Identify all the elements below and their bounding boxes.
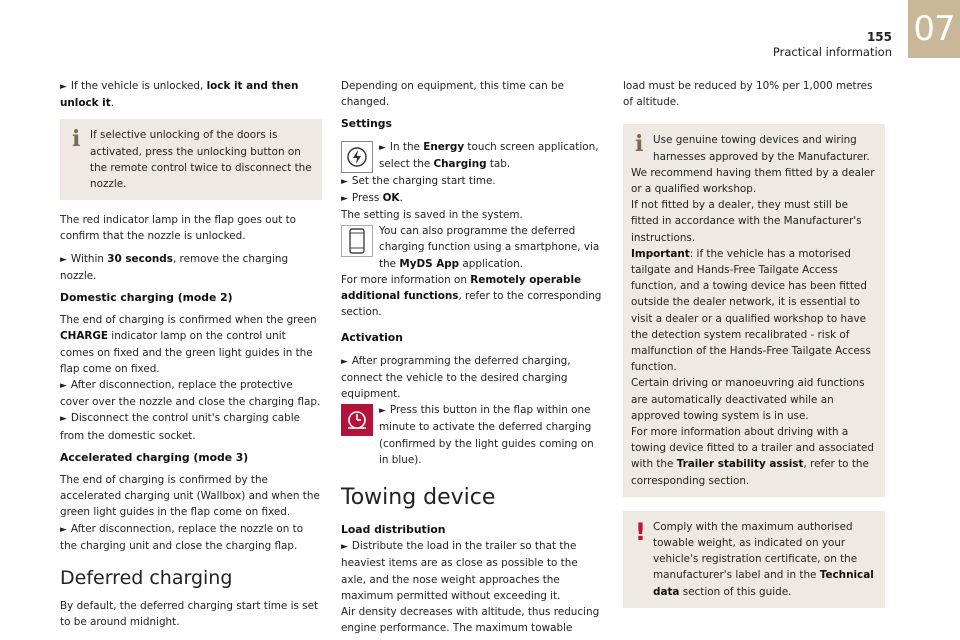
info-text: Important: if the vehicle has a motorised tailgate and Hands-Free Tailgate Access function, and a towing device has been fitted outside the dealer network, it is essential to visit a dealer or a qualified workshop to have the detection system recalibrated - risk of malfunction of the Hands-Free Tailgate Access function. [631, 247, 871, 374]
chapter-tab: 07 [908, 0, 960, 58]
energy-app-icon [341, 141, 373, 173]
paragraph: The end of charging is confirmed by the accelerated charging unit (Wallbox) and when the green light guides in the flap come on fixed. [60, 474, 320, 519]
heading-accelerated-charging: Accelerated charging (mode 3) [60, 450, 249, 464]
info-icon: i [72, 126, 81, 153]
heading-deferred-charging: Deferred charging [60, 567, 233, 590]
bullet-arrow-icon: ► [379, 406, 386, 417]
paragraph: The end of charging is confirmed when the green CHARGE indicator lamp on the control unit comes on fixed and the green light guides in the flap come on fixed. [60, 314, 317, 375]
paragraph: ► If the vehicle is unlocked, lock it and then unlock it. [60, 80, 299, 110]
bullet-arrow-icon: ► [341, 176, 348, 187]
paragraph: The red indicator lamp in the flap goes out to confirm that the nozzle is unlocked. [60, 214, 297, 243]
paragraph: Air density decreases with altitude, thus reducing engine performance. The maximum towable [341, 606, 600, 635]
heading-load-distribution: Load distribution [341, 523, 446, 537]
settings-step: ► In the Energy touch screen application, select the Charging tab. [341, 139, 603, 173]
info-box [60, 119, 322, 200]
info-text: We recommend having them fitted by a dealer or a qualified workshop. [631, 166, 875, 196]
column-3 [623, 78, 885, 620]
bullet-arrow-icon: ► [60, 414, 67, 425]
heading-domestic-charging: Domestic charging (mode 2) [60, 291, 233, 305]
deferred-charging-button-icon [341, 404, 373, 436]
paragraph: For more information on Remotely operable additional functions, refer to the corresponding section. [341, 273, 602, 319]
paragraph: By default, the deferred charging start time is set to be around midnight. [60, 600, 319, 629]
bullet-arrow-icon: ► [60, 381, 67, 392]
section-title: Practical information [772, 45, 892, 59]
heading-activation: Activation [341, 331, 403, 345]
page-header [773, 30, 892, 60]
smartphone-icon [341, 225, 373, 257]
info-text: If selective unlocking of the doors is activated, press the unlocking button on the remote control twice to disconnect the nozzle. [90, 129, 312, 191]
info-text: For more information about driving with a towing device fitted to a trailer and associated with the Trailer stability assist, refer to the corresponding section. [631, 426, 875, 487]
info-text: If not fitted by a dealer, they must still be fitted in accordance with the Manufacturer's instructions. [631, 199, 862, 244]
paragraph: ► Set the charging start time. [341, 174, 496, 187]
bullet-arrow-icon: ► [341, 193, 348, 204]
paragraph: ► Distribute the load in the trailer so that the heaviest items are as close as possible to the axle, and the nose weight approaches the maximum permitted without exceeding it. [341, 540, 578, 602]
bullet-arrow-icon: ► [341, 542, 348, 553]
paragraph: ► Within 30 seconds, remove the charging nozzle. [60, 252, 289, 282]
bullet-arrow-icon: ► [379, 142, 386, 153]
paragraph: load must be reduced by 10% per 1,000 metres of altitude. [623, 80, 873, 109]
column-1 [60, 78, 322, 636]
column-2 [341, 78, 603, 636]
info-icon: i [635, 131, 644, 158]
paragraph: ► Press OK. [341, 191, 403, 204]
bullet-arrow-icon: ► [341, 356, 348, 367]
smartphone-step: You can also programme the deferred charging function using a smartphone, via the MyDS App application. [341, 223, 603, 272]
warning-box [623, 511, 885, 608]
paragraph: ► After disconnection, replace the protective cover over the nozzle and close the charging flap. ► Disconnect the control unit's charging cable from the domestic socket. [60, 379, 321, 442]
activation-step: ► Press this button in the flap within one minute to activate the deferred charging (confirmed by the light guides coming on in blue). [341, 402, 603, 468]
info-text: Certain driving or manoeuvring aid functions are automatically deactivated while an approved towing system is in use. [631, 377, 865, 422]
bullet-arrow-icon: ► [60, 254, 67, 265]
paragraph: The setting is saved in the system. [341, 209, 523, 222]
paragraph: ► After programming the deferred charging, connect the vehicle to the desired charging equipment. [341, 354, 571, 401]
heading-towing-device: Towing device [341, 485, 496, 511]
page-number: 155 [866, 30, 892, 44]
paragraph: Depending on equipment, this time can be changed. [341, 80, 565, 109]
bullet-arrow-icon: ► [60, 524, 67, 535]
heading-settings: Settings [341, 117, 392, 131]
warning-icon: ! [635, 517, 646, 546]
info-box-towing [623, 124, 885, 496]
info-text: Use genuine towing devices and wiring harnesses approved by the Manufacturer. [653, 134, 870, 163]
paragraph: ► After disconnection, replace the nozzle on to the charging unit and close the charging flap. [60, 522, 304, 552]
bullet-arrow-icon: ► [60, 82, 67, 92]
warning-text: Comply with the maximum authorised towable weight, as indicated on your vehicle's registration certificate, on the manufacturer's label and in the Technical data section of this guide. [653, 520, 874, 598]
